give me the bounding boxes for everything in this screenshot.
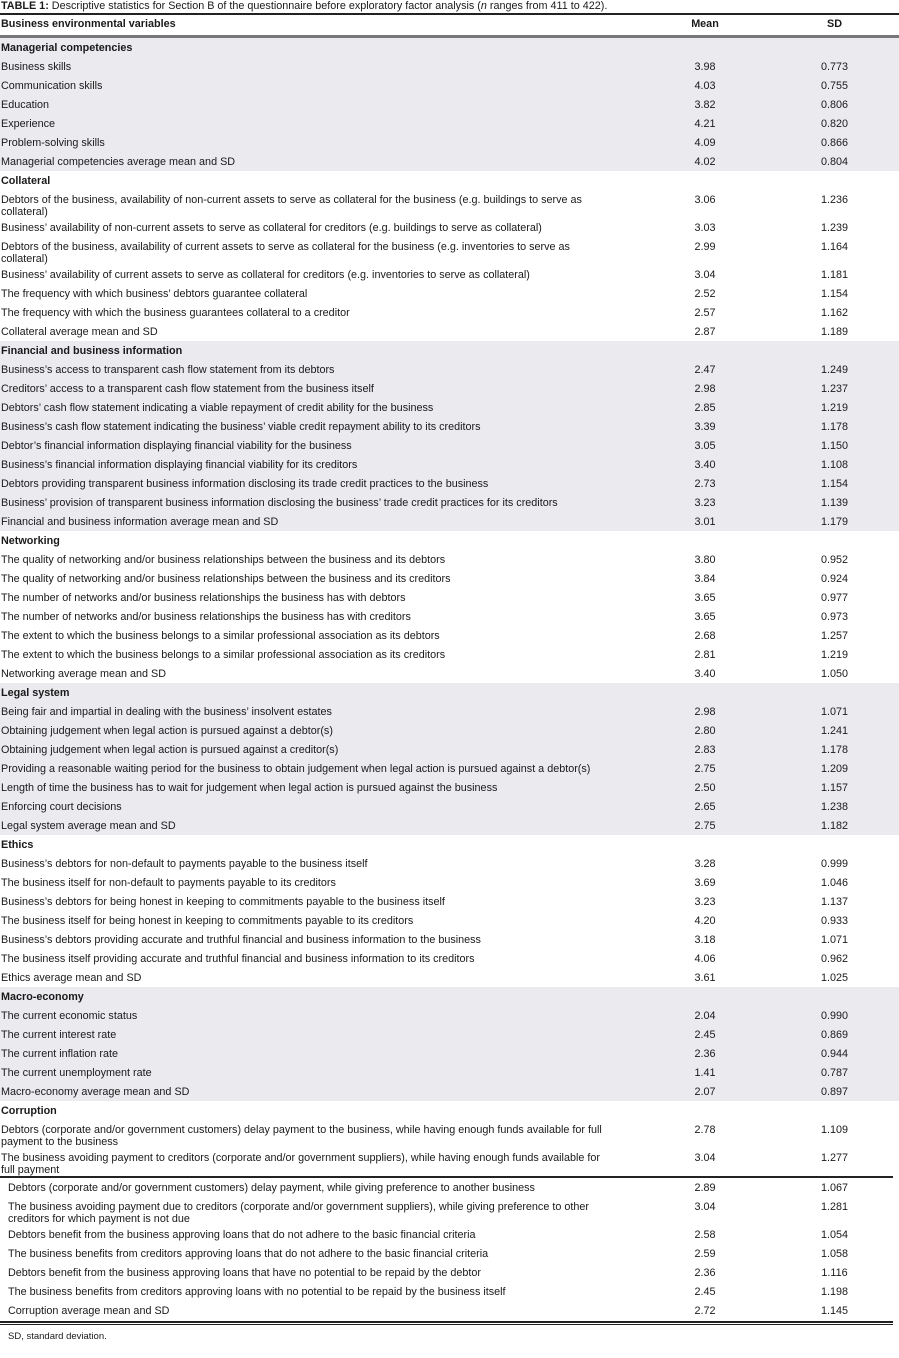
section-corruption — [0, 1101, 899, 1176]
section-ethics — [0, 835, 899, 987]
table-row — [0, 417, 899, 436]
row-sd: 1.237 — [820, 383, 849, 395]
row-mean: 3.23 — [694, 497, 716, 509]
row-label: Education — [1, 99, 50, 111]
row-sd: 1.238 — [820, 801, 849, 813]
section-title — [0, 683, 899, 702]
table-row — [0, 1148, 899, 1176]
row-mean: 4.03 — [694, 80, 716, 92]
row-mean: 2.68 — [694, 630, 716, 642]
section-title-text: Managerial competencies — [1, 42, 133, 54]
row-mean: 2.52 — [694, 288, 716, 300]
row-label: The current economic status — [1, 1010, 138, 1022]
table-row — [0, 474, 899, 493]
row-mean: 2.81 — [694, 649, 716, 661]
row-label: Debtor’s financial information displaying financial viability for the business — [1, 440, 352, 452]
table-row — [0, 626, 899, 645]
row-label: Business’s debtors for non-default to payments payable to the business itself — [1, 858, 368, 870]
row-label: Collateral average mean and SD — [1, 326, 158, 338]
row-mean: 2.57 — [694, 307, 716, 319]
row-label: Business’s debtors for being honest in keeping to commitments payable to the business itself — [1, 896, 445, 908]
section-title — [0, 341, 899, 360]
row-sd: 1.277 — [820, 1152, 849, 1164]
table-row — [0, 759, 899, 778]
row-sd: 1.178 — [820, 744, 849, 756]
row-label: Business’s cash flow statement indicating the business’ viable credit repayment ability to its creditors — [1, 421, 481, 433]
table-row — [0, 569, 899, 588]
row-mean: 2.36 — [694, 1048, 716, 1060]
row-mean: 2.58 — [694, 1229, 716, 1241]
section-title — [0, 1101, 899, 1120]
table-row — [0, 892, 899, 911]
row-sd: 1.150 — [820, 440, 849, 452]
row-mean: 3.06 — [694, 194, 716, 206]
row-mean: 2.89 — [694, 1182, 716, 1194]
table-row — [0, 968, 899, 987]
section-title — [0, 531, 899, 550]
section-title-text: Financial and business information — [1, 345, 183, 357]
section-collateral — [0, 171, 899, 341]
row-sd: 1.182 — [820, 820, 849, 832]
table-row — [0, 930, 899, 949]
row-label: The business itself for being honest in keeping to commitments payable to its creditors — [1, 915, 414, 927]
table-row — [0, 265, 899, 284]
row-label: The number of networks and/or business relationships the business has with creditors — [1, 611, 411, 623]
row-label: Debtors (corporate and/or government customers) delay payment to the business, while having enough funds available for full payment to the business — [1, 1124, 602, 1148]
table-row — [0, 152, 899, 171]
row-mean: 4.21 — [694, 118, 716, 130]
section-title-text: Macro-economy — [1, 991, 84, 1003]
footnote: SD, standard deviation. — [8, 1331, 107, 1342]
row-label: Networking average mean and SD — [1, 668, 167, 680]
row-sd: 1.109 — [820, 1124, 849, 1136]
row-sd: 1.157 — [820, 782, 849, 794]
row-label: Financial and business information average mean and SD — [1, 516, 279, 528]
table-row — [0, 398, 899, 417]
row-mean: 2.50 — [694, 782, 716, 794]
row-sd: 1.116 — [821, 1267, 848, 1279]
row-sd: 0.973 — [820, 611, 849, 623]
row-mean: 2.98 — [694, 383, 716, 395]
row-sd: 0.787 — [820, 1067, 849, 1079]
table-row — [0, 114, 899, 133]
table-row — [0, 1063, 899, 1082]
row-mean: 2.65 — [694, 801, 716, 813]
row-mean: 2.85 — [694, 402, 716, 414]
row-label: Business’ provision of transparent business information disclosing the business’ trade credit practices for its creditors — [1, 497, 558, 509]
table-row — [0, 493, 899, 512]
row-mean: 3.65 — [694, 611, 716, 623]
row-sd: 1.181 — [820, 269, 849, 281]
row-sd: 1.219 — [820, 402, 849, 414]
row-label: Obtaining judgement when legal action is pursued against a creditor(s) — [1, 744, 339, 756]
table-row — [0, 1006, 899, 1025]
row-sd: 1.067 — [820, 1182, 849, 1194]
row-mean: 2.75 — [694, 820, 716, 832]
table-row — [0, 740, 899, 759]
row-mean: 2.73 — [694, 478, 716, 490]
row-sd: 1.058 — [820, 1248, 849, 1260]
row-sd: 1.249 — [820, 364, 849, 376]
table-row — [0, 854, 899, 873]
row-sd: 1.179 — [820, 516, 849, 528]
row-sd: 1.219 — [820, 649, 849, 661]
row-sd: 1.164 — [820, 241, 849, 253]
row-sd: 0.773 — [820, 61, 849, 73]
row-mean: 3.05 — [694, 440, 716, 452]
row-label: Business’s access to transparent cash flow statement from its debtors — [1, 364, 335, 376]
row-sd: 1.071 — [820, 706, 849, 718]
table-row — [0, 1082, 899, 1101]
row-label: Enforcing court decisions — [1, 801, 122, 813]
caption-text: Descriptive statistics for Section B of the questionnaire before exploratory factor analysis ( — [48, 0, 481, 12]
row-mean: 3.80 — [694, 554, 716, 566]
row-label: Providing a reasonable waiting period for the business to obtain judgement when legal action is pursued against a debtor(s) — [1, 763, 591, 775]
row-label: The business avoiding payment to creditors (corporate and/or government suppliers), while having enough funds available for full payment — [1, 1152, 600, 1176]
row-mean: 3.40 — [694, 668, 716, 680]
row-label: The number of networks and/or business relationships the business has with debtors — [1, 592, 406, 604]
row-mean: 2.72 — [694, 1305, 716, 1317]
table-end-rule — [0, 1321, 893, 1325]
table-row — [0, 379, 899, 398]
table-row — [0, 436, 899, 455]
row-sd: 1.154 — [820, 288, 849, 300]
section-macro-economy — [0, 987, 899, 1101]
table-row — [0, 1263, 893, 1282]
section-title — [0, 38, 899, 57]
row-mean: 3.69 — [694, 877, 716, 889]
table-row — [0, 1282, 893, 1301]
row-label: Debtors benefit from the business approving loans that do not adhere to the basic financial criteria — [8, 1229, 476, 1241]
table-row — [0, 322, 899, 341]
section-title-text: Ethics — [1, 839, 34, 851]
row-label: The business benefits from creditors approving loans with no potential to be repaid by the business itself — [8, 1286, 506, 1298]
row-sd: 1.257 — [820, 630, 849, 642]
section-legal-system — [0, 683, 899, 835]
table-row — [0, 360, 899, 379]
row-sd: 1.054 — [820, 1229, 849, 1241]
row-sd: 1.137 — [820, 896, 849, 908]
row-label: The extent to which the business belongs to a similar professional association as its debtors — [1, 630, 440, 642]
header-sd: SD — [827, 18, 842, 30]
section-title — [0, 835, 899, 854]
row-mean: 3.01 — [694, 516, 716, 528]
row-sd: 1.139 — [820, 497, 849, 509]
row-sd: 1.178 — [820, 421, 849, 433]
row-sd: 0.806 — [820, 99, 849, 111]
row-mean: 3.03 — [694, 222, 716, 234]
row-sd: 1.189 — [820, 326, 849, 338]
row-mean: 3.40 — [694, 459, 716, 471]
row-sd: 1.145 — [820, 1305, 849, 1317]
row-label: Debtors (corporate and/or government customers) delay payment, while giving preference to another business — [8, 1182, 535, 1194]
row-label: Legal system average mean and SD — [1, 820, 176, 832]
caption-text-end: ranges from 411 to 422). — [486, 0, 608, 12]
row-sd: 0.962 — [820, 953, 849, 965]
table-row — [0, 645, 899, 664]
row-mean: 2.80 — [694, 725, 716, 737]
table-row — [0, 284, 899, 303]
table-row — [0, 949, 899, 968]
row-mean: 4.06 — [694, 953, 716, 965]
row-sd: 0.924 — [820, 573, 849, 585]
row-mean: 3.04 — [694, 1201, 716, 1213]
row-sd: 0.866 — [820, 137, 849, 149]
row-sd: 0.804 — [820, 156, 849, 168]
table-row — [0, 237, 899, 265]
section-networking — [0, 531, 899, 683]
row-sd: 1.281 — [820, 1201, 849, 1213]
header-mean: Mean — [691, 18, 719, 30]
row-mean: 2.83 — [694, 744, 716, 756]
row-label: Length of time the business has to wait for judgement when legal action is pursued against the business — [1, 782, 498, 794]
row-label: Business’ availability of non-current assets to serve as collateral for creditors (e.g. buildings to serve as collateral) — [1, 222, 542, 234]
table-row — [0, 190, 899, 218]
table-row — [0, 664, 899, 683]
row-mean: 3.65 — [694, 592, 716, 604]
table-row — [0, 873, 899, 892]
section-title-text: Legal system — [1, 687, 70, 699]
table-row — [0, 778, 899, 797]
table-row — [0, 1225, 893, 1244]
row-label: The business itself providing accurate and truthful financial and business information to its creditors — [1, 953, 475, 965]
row-label: Creditors’ access to a transparent cash flow statement from the business itself — [1, 383, 374, 395]
table-row — [0, 911, 899, 930]
row-mean: 3.04 — [694, 269, 716, 281]
row-label: Being fair and impartial in dealing with the business’ insolvent estates — [1, 706, 332, 718]
row-mean: 2.07 — [694, 1086, 716, 1098]
section-title-text: Corruption — [1, 1105, 57, 1117]
row-sd: 0.952 — [820, 554, 849, 566]
table-body — [0, 38, 899, 1176]
table-row — [0, 588, 899, 607]
row-mean: 3.18 — [694, 934, 716, 946]
row-label: The business itself for non-default to payments payable to its creditors — [1, 877, 336, 889]
row-sd: 1.198 — [820, 1286, 849, 1298]
table-row — [0, 303, 899, 322]
row-mean: 2.45 — [694, 1029, 716, 1041]
table-row — [0, 95, 899, 114]
row-label: Communication skills — [1, 80, 103, 92]
row-sd: 1.071 — [820, 934, 849, 946]
row-label: Obtaining judgement when legal action is pursued against a debtor(s) — [1, 725, 333, 737]
row-label: Experience — [1, 118, 56, 130]
row-mean: 2.99 — [694, 241, 716, 253]
row-label: The business avoiding payment due to creditors (corporate and/or government suppliers), while giving preference to other creditors for which payment is not due — [8, 1201, 589, 1225]
table-row — [0, 133, 899, 152]
row-mean: 3.61 — [694, 972, 716, 984]
row-sd: 1.236 — [820, 194, 849, 206]
row-sd: 0.944 — [820, 1048, 849, 1060]
row-mean: 3.04 — [694, 1152, 716, 1164]
row-label: Business’ availability of current assets to serve as collateral for creditors (e.g. inventories to serve as collateral) — [1, 269, 530, 281]
caption-n: n — [480, 0, 487, 12]
row-mean: 1.41 — [694, 1067, 716, 1079]
row-mean: 2.36 — [694, 1267, 716, 1279]
section-title-text: Collateral — [1, 175, 51, 187]
row-mean: 2.78 — [694, 1124, 716, 1136]
row-label: The extent to which the business belongs to a similar professional association as its creditors — [1, 649, 446, 661]
table-row — [0, 57, 899, 76]
row-sd: 0.933 — [820, 915, 849, 927]
row-sd: 1.162 — [820, 307, 849, 319]
table-caption — [0, 0, 899, 15]
header-variable: Business environmental variables — [1, 18, 176, 30]
table-row — [0, 702, 899, 721]
table-row — [0, 455, 899, 474]
table-row — [0, 1120, 899, 1148]
row-label: Debtors of the business, availability of non-current assets to serve as collateral for the business (e.g. buildings to serve as collateral) — [1, 194, 582, 218]
row-mean: 2.87 — [694, 326, 716, 338]
section-financial-and-business-information — [0, 341, 899, 531]
row-label: The frequency with which business’ debtors guarantee collateral — [1, 288, 308, 300]
table-row — [0, 1301, 893, 1320]
row-label: Problem-solving skills — [1, 137, 105, 149]
row-mean: 3.39 — [694, 421, 716, 433]
row-label: Business skills — [1, 61, 72, 73]
row-mean: 3.23 — [694, 896, 716, 908]
table-header — [0, 15, 899, 38]
table-row — [0, 76, 899, 95]
row-sd: 1.108 — [820, 459, 849, 471]
table-row — [0, 1025, 899, 1044]
row-mean: 3.98 — [694, 61, 716, 73]
row-sd: 1.239 — [820, 222, 849, 234]
row-mean: 2.75 — [694, 763, 716, 775]
row-mean: 2.98 — [694, 706, 716, 718]
row-label: Corruption average mean and SD — [8, 1305, 170, 1317]
row-sd: 1.050 — [820, 668, 849, 680]
row-label: The quality of networking and/or business relationships between the business and its debtors — [1, 554, 446, 566]
row-label: Macro-economy average mean and SD — [1, 1086, 190, 1098]
table-row — [0, 1244, 893, 1263]
row-sd: 0.820 — [820, 118, 849, 130]
row-mean: 2.59 — [694, 1248, 716, 1260]
section-title-text: Networking — [1, 535, 60, 547]
row-sd: 1.025 — [820, 972, 849, 984]
row-mean: 2.45 — [694, 1286, 716, 1298]
row-mean: 3.28 — [694, 858, 716, 870]
table-row — [0, 550, 899, 569]
row-label: Business’s debtors providing accurate and truthful financial and business information to the business — [1, 934, 481, 946]
row-sd: 1.046 — [820, 877, 849, 889]
row-label: The frequency with which the business guarantees collateral to a creditor — [1, 307, 350, 319]
row-sd: 0.755 — [820, 80, 849, 92]
row-mean: 2.04 — [694, 1010, 716, 1022]
table-row — [0, 512, 899, 531]
row-sd: 1.209 — [820, 763, 849, 775]
row-sd: 0.977 — [820, 592, 849, 604]
row-mean: 2.47 — [694, 364, 716, 376]
section-managerial-competencies — [0, 38, 899, 171]
row-sd: 1.154 — [820, 478, 849, 490]
table-row — [0, 721, 899, 740]
caption-label: TABLE 1: — [1, 0, 49, 12]
table-row — [0, 1197, 893, 1225]
row-label: Debtors’ cash flow statement indicating a viable repayment of credit ability for the business — [1, 402, 434, 414]
row-label: Debtors of the business, availability of current assets to serve as collateral for the business (e.g. inventories to serve as collateral) — [1, 241, 570, 265]
row-mean: 4.02 — [694, 156, 716, 168]
row-sd: 0.897 — [820, 1086, 849, 1098]
row-label: Debtors benefit from the business approving loans that have no potential to be repaid by the debtor — [8, 1267, 481, 1279]
row-label: The business benefits from creditors approving loans that do not adhere to the basic financial criteria — [8, 1248, 489, 1260]
table-row — [0, 1178, 893, 1197]
row-mean: 4.09 — [694, 137, 716, 149]
table-row — [0, 218, 899, 237]
row-label: Ethics average mean and SD — [1, 972, 142, 984]
table-row — [0, 607, 899, 626]
row-mean: 4.20 — [694, 915, 716, 927]
row-label: The current inflation rate — [1, 1048, 119, 1060]
row-sd: 0.869 — [820, 1029, 849, 1041]
table-row — [0, 1044, 899, 1063]
table-row — [0, 816, 899, 835]
row-mean: 3.82 — [694, 99, 716, 111]
row-mean: 3.84 — [694, 573, 716, 585]
row-label: Debtors providing transparent business information disclosing its trade credit practices to the business — [1, 478, 489, 490]
row-label: The current unemployment rate — [1, 1067, 152, 1079]
row-sd: 0.990 — [820, 1010, 849, 1022]
row-sd: 1.241 — [820, 725, 849, 737]
table-row — [0, 797, 899, 816]
row-label: Business’s financial information displaying financial viability for its creditors — [1, 459, 358, 471]
row-label: The quality of networking and/or business relationships between the business and its creditors — [1, 573, 451, 585]
row-label: The current interest rate — [1, 1029, 117, 1041]
row-label: Managerial competencies average mean and SD — [1, 156, 236, 168]
table-body-continued — [0, 1176, 893, 1320]
section-title — [0, 171, 899, 190]
row-sd: 0.999 — [820, 858, 849, 870]
section-title — [0, 987, 899, 1006]
